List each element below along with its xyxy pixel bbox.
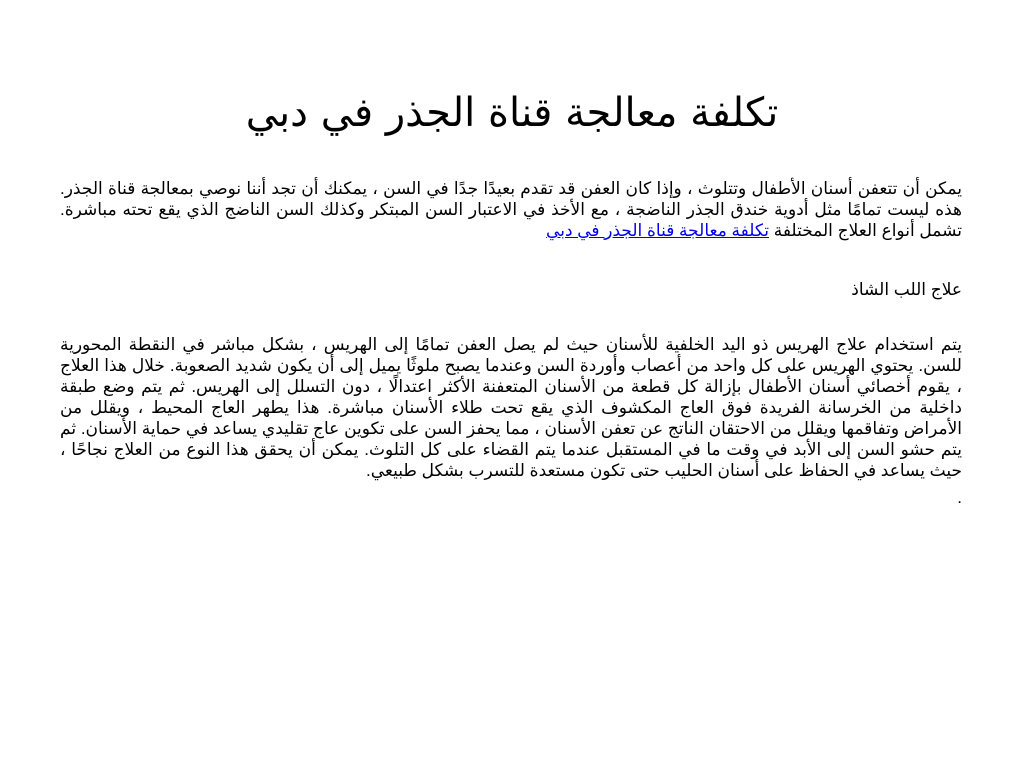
section-heading: علاج اللب الشاذ [851,280,962,299]
trailing-dot: . [957,488,962,507]
slide-title: تكلفة معالجة قناة الجذر في دبي [245,89,779,136]
slide-body [60,178,962,508]
intro-paragraph [60,178,962,241]
treatment-paragraph: يتم استخدام علاج الهريس ذو اليد الخلفية للأسنان حيث لم يصل العفن تمامًا إلى الهريس ، بشكل مباشر في النقطة المحورية للسن. يحتوي الهريس على كل واحد من أعصاب وأوردة السن وعندما يصبح ملوثًا يميل إلى أن يكون شديد الصعوبة. خلال هذا العلاج ، يقوم أخصائي أسنان الأطفال بإزالة كل قطعة من الأسنان المتعفنة الأكثر اعتدالًا ، دون التسلل إلى الهريس. ثم يتم وضع طبقة داخلية من الخرسانة الفريدة فوق العاج المكشوف الذي يقع تحت طلاء الأسنان مباشرة. هذا يطهر العاج المحيط ، ويقلل من الأمراض وتفاقمها ويقلل من الاحتقان الناتج عن تعفن الأسنان ، مما يحفز السن على تكوين عاج تقليدي يساعد في حماية الأسنان. ثم يتم حشو السن إلى الأبد في وقت ما في المستقبل عندما يتم القضاء على كل التلوث. يمكن أن يحقق هذا النوع من العلاج نجاحًا ، حيث يساعد في الحفاظ على أسنان الحليب حتى تكون مستعدة للتسرب بشكل طبيعي. [60,335,962,480]
root-canal-cost-link[interactable]: تكلفة معالجة قناة الجذر في دبي [546,221,769,240]
intro-text: يمكن أن تتعفن أسنان الأطفال وتتلوث ، وإذا كان العفن قد تقدم بعيدًا جدًا في السن ، يمكنك أن تجد أننا نوصي بمعالجة قناة الجذر. هذه ليست تمامًا مثل أدوية خندق الجذر الناضجة ، مع الأخذ في الاعتبار السن المبتكر وكذلك السن الناضج الذي يقع تحته مباشرة. تشمل أنواع العلاج المختلفة [60,179,962,240]
